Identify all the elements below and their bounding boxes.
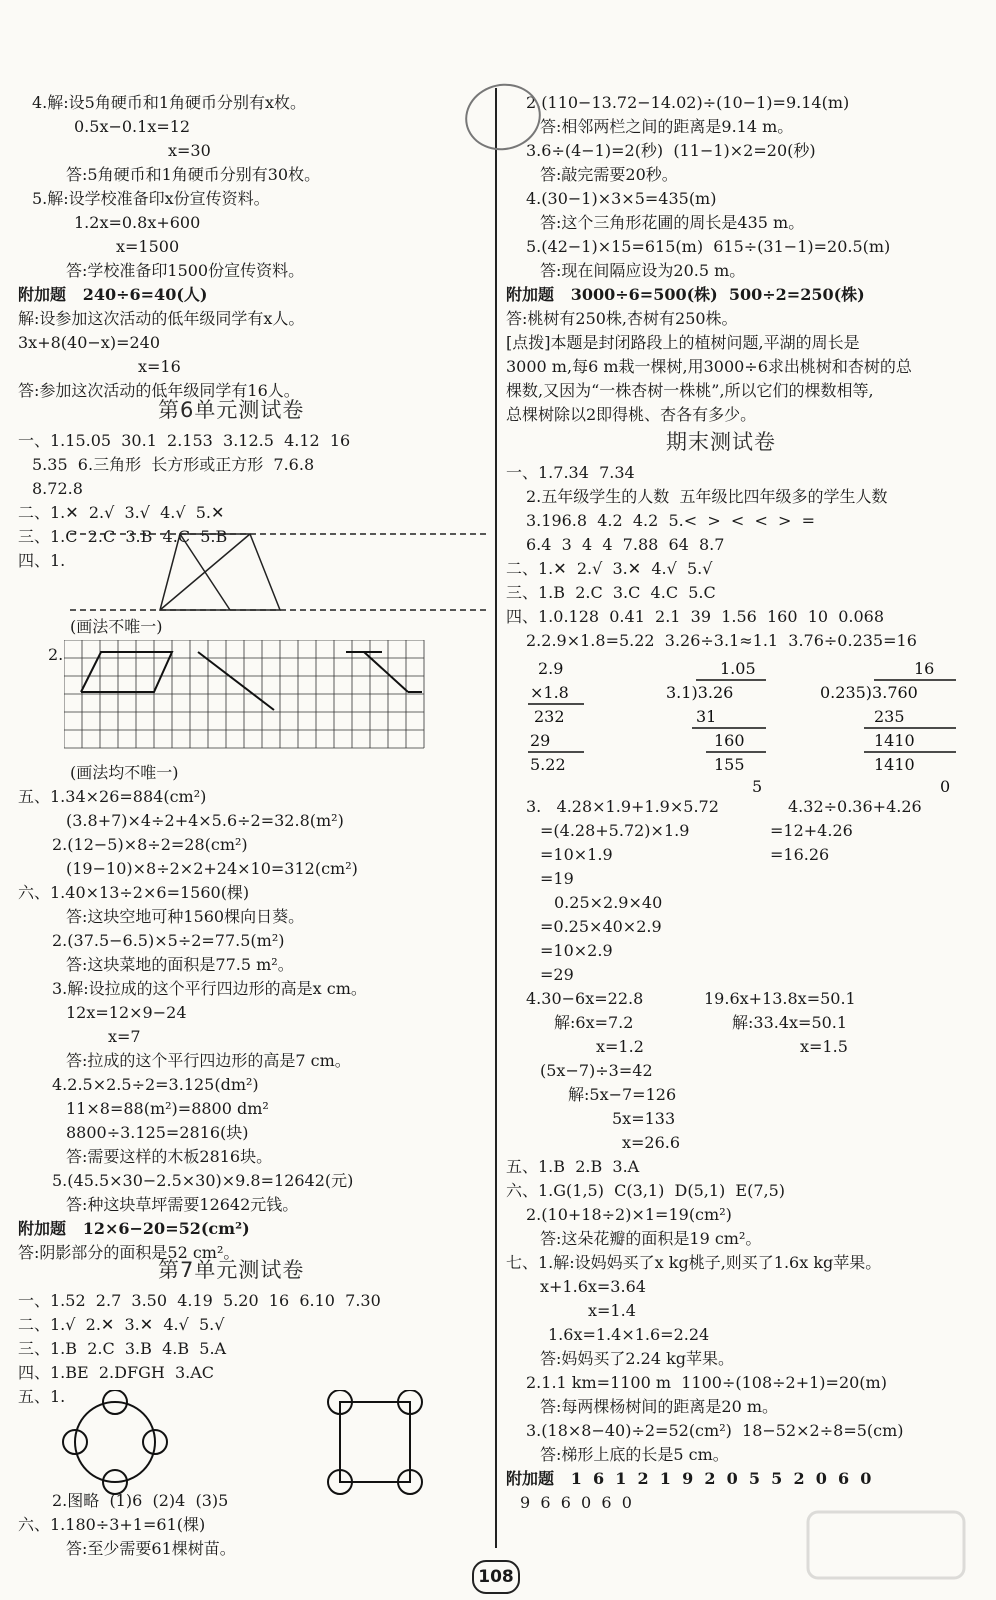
- text-line: 答:梯形上底的长是5 cm。: [540, 1445, 729, 1464]
- text-line: 2.图略 (1)6 (2)4 (3)5: [52, 1491, 229, 1510]
- section-heading: 期末测试卷: [666, 430, 776, 454]
- svg-text:1410: 1410: [874, 755, 915, 774]
- text-line: 答:拉成的这个平行四边形的高是7 cm。: [66, 1051, 351, 1070]
- text-line: 七、1.解:设妈妈买了x kg桃子,则买了1.6x kg苹果。: [506, 1253, 882, 1272]
- text-line: x=1500: [116, 237, 180, 256]
- text-line: 2.1.1 km=1100 m 1100÷(108÷2+1)=20(m): [526, 1373, 887, 1392]
- text-line: 3.6÷(4−1)=2(秒) (11−1)×2=20(秒): [526, 141, 816, 160]
- svg-text:31: 31: [696, 707, 717, 726]
- text-line: 答:阴影部分的面积是52 cm²。: [18, 1243, 240, 1262]
- text-line: x=16: [138, 357, 181, 376]
- text-line: 2.(10+18÷2)×1=19(cm²): [526, 1205, 732, 1224]
- text-line: 3. 4.28×1.9+1.9×5.72: [526, 797, 719, 816]
- text-line: 五、1.B 2.B 3.A: [506, 1157, 640, 1176]
- section-heading: 第6单元测试卷: [158, 398, 305, 422]
- text-line: 附加题 12×6−20=52(cm²): [18, 1219, 250, 1238]
- text-line: (画法不唯一): [70, 617, 163, 636]
- text-line: 四、1.0.128 0.41 2.1 39 1.56 160 10 0.068: [506, 607, 885, 626]
- svg-text:0: 0: [940, 777, 951, 794]
- svg-text:16: 16: [914, 659, 935, 678]
- text-line: 五、1.34×26=884(cm²): [18, 787, 207, 806]
- text-line: 1.2x=0.8x+600: [74, 213, 201, 232]
- text-line: 4.30−6x=22.8: [526, 989, 644, 1008]
- section-heading: 第7单元测试卷: [158, 1258, 305, 1282]
- text-line: 答:桃树有250株,杏树有250株。: [506, 309, 738, 328]
- svg-text:1.05: 1.05: [720, 659, 756, 678]
- text-line: x=1.5: [800, 1037, 848, 1056]
- text-line: 解:33.4x=50.1: [732, 1013, 848, 1032]
- text-line: 答:学校准备印1500份宣传资料。: [66, 261, 305, 280]
- text-line: 2.2.9×1.8=5.22 3.26÷3.1≈1.1 3.76÷0.235=16: [526, 631, 917, 650]
- text-line: 4.2.5×2.5÷2=3.125(dm²): [52, 1075, 259, 1094]
- text-line: 2.(12−5)×8÷2=28(cm²): [52, 835, 248, 854]
- text-line: =12+4.26: [770, 821, 853, 840]
- svg-text:235: 235: [874, 707, 905, 726]
- text-line: (5x−7)÷3=42: [540, 1061, 653, 1080]
- text-line: 5.解:设学校准备印x份宣传资料。: [32, 189, 270, 208]
- text-line: 三、1.C 2.C 3.B 4.C 5.B: [18, 527, 228, 546]
- text-line: 三、1.B 2.C 3.B 4.B 5.A: [18, 1339, 227, 1358]
- text-line: 五、1.: [18, 1387, 66, 1406]
- text-line: (19−10)×8÷2×2+24×10=312(cm²): [66, 859, 358, 878]
- text-line: 解:5x−7=126: [568, 1085, 677, 1104]
- page-number: 108: [472, 1560, 520, 1594]
- text-line: 答:现在间隔应设为20.5 m。: [540, 261, 746, 280]
- text-line: 3.解:设拉成的这个平行四边形的高是x cm。: [52, 979, 367, 998]
- text-line: 3.196.8 4.2 4.2 5.< > < < > =: [526, 511, 816, 530]
- text-line: 8.72.8: [32, 479, 83, 498]
- text-line: [点拨]本题是封闭路段上的植树问题,平湖的周长是: [506, 333, 860, 352]
- text-line: 2.五年级学生的人数 五年级比四年级多的学生人数: [526, 487, 888, 506]
- text-line: 附加题 3000÷6=500(株) 500÷2=250(株): [506, 285, 865, 304]
- text-line: 答:参加这次活动的低年级同学有16人。: [18, 381, 300, 400]
- text-line: 0.25×2.9×40: [554, 893, 663, 912]
- text-line: 二、1.√ 2.✕ 3.✕ 4.√ 5.√: [18, 1315, 225, 1334]
- text-line: 答:这个三角形花圃的周长是435 m。: [540, 213, 805, 232]
- text-line: 附加题 1 6 1 2 1 9 2 0 5 5 2 0 6 0: [506, 1469, 872, 1488]
- vertical-calculations: [520, 654, 960, 794]
- text-line: 3x+8(40−x)=240: [18, 333, 161, 352]
- watermark-logo: [806, 1510, 966, 1580]
- svg-text:160: 160: [714, 731, 745, 750]
- text-line: 答:敲完需要20秒。: [540, 165, 678, 184]
- text-line: 5.(42−1)×15=615(m) 615÷(31−1)=20.5(m): [526, 237, 891, 256]
- text-line: 答:这朵花瓣的面积是19 cm²。: [540, 1229, 762, 1248]
- column-divider: [495, 88, 497, 1548]
- text-line: =10×1.9: [540, 845, 613, 864]
- text-line: 一、1.52 2.7 3.50 4.19 5.20 16 6.10 7.30: [18, 1291, 381, 1310]
- text-line: 总棵树除以2即得桃、杏各有多少。: [506, 405, 757, 424]
- text-line: 8800÷3.125=2816(块): [66, 1123, 249, 1142]
- text-line: 2.(37.5−6.5)×5÷2=77.5(m²): [52, 931, 285, 950]
- text-line: 答:需要这样的木板2816块。: [66, 1147, 273, 1166]
- text-line: 9 6 6 0 6 0: [520, 1493, 632, 1512]
- text-line: 六、1.180÷3+1=61(棵): [18, 1515, 206, 1534]
- text-line: 二、1.✕ 2.√ 3.✕ 4.√ 5.√: [506, 559, 713, 578]
- text-line: 3.(18×8−40)÷2=52(cm²) 18−52×2÷8=5(cm): [526, 1421, 904, 1440]
- text-line: 4.32÷0.36+4.26: [788, 797, 922, 816]
- text-line: 解:6x=7.2: [554, 1013, 634, 1032]
- quadrilateral-drawing: [70, 530, 490, 635]
- text-line: 答:每两棵杨树间的距离是20 m。: [540, 1397, 779, 1416]
- svg-text:232: 232: [534, 707, 565, 726]
- text-line: (3.8+7)×4÷2+4×5.6÷2=32.8(m²): [66, 811, 344, 830]
- text-line: =16.26: [770, 845, 830, 864]
- svg-text:5: 5: [752, 777, 763, 794]
- text-line: 答:至少需要61棵树苗。: [66, 1539, 236, 1558]
- text-line: x=30: [168, 141, 211, 160]
- text-line: x=26.6: [622, 1133, 681, 1152]
- text-line: x+1.6x=3.64: [540, 1277, 646, 1296]
- svg-text:0.235)3.760: 0.235)3.760: [820, 683, 918, 702]
- text-line: 6.4 3 4 4 7.88 64 8.7: [526, 535, 725, 554]
- text-line: =(4.28+5.72)×1.9: [540, 821, 690, 840]
- svg-text:1410: 1410: [874, 731, 915, 750]
- text-line: 5.(45.5×30−2.5×30)×9.8=12642(元): [52, 1171, 354, 1190]
- text-line: 11×8=88(m²)=8800 dm²: [66, 1099, 269, 1118]
- text-line: 六、1.G(1,5) C(3,1) D(5,1) E(7,5): [506, 1181, 786, 1200]
- text-line: 答:这块菜地的面积是77.5 m²。: [66, 955, 294, 974]
- text-line: 棵数,又因为“一株杏树一株桃”,所以它们的棵数相等,: [506, 381, 874, 400]
- text-line: 4.(30−1)×3×5=435(m): [526, 189, 717, 208]
- text-line: 1.6x=1.4×1.6=2.24: [548, 1325, 710, 1344]
- text-line: =29: [540, 965, 574, 984]
- text-line: x=1.4: [588, 1301, 636, 1320]
- text-line: 5x=133: [612, 1109, 676, 1128]
- text-line: 0.5x−0.1x=12: [74, 117, 191, 136]
- text-line: 2.: [48, 645, 64, 664]
- text-line: x=7: [108, 1027, 141, 1046]
- svg-text:155: 155: [714, 755, 745, 774]
- text-line: 一、1.15.05 30.1 2.153 3.12.5 4.12 16: [18, 431, 351, 450]
- text-line: 六、1.40×13÷2×6=1560(棵): [18, 883, 250, 902]
- text-line: =10×2.9: [540, 941, 613, 960]
- svg-text:29: 29: [530, 731, 551, 750]
- text-line: 5.35 6.三角形 长方形或正方形 7.6.8: [32, 455, 315, 474]
- text-line: 四、1.BE 2.DFGH 3.AC: [18, 1363, 215, 1382]
- svg-text:×1.8: ×1.8: [530, 683, 569, 702]
- div1-row: 2.9: [538, 659, 564, 678]
- text-line: 答:这块空地可种1560棵向日葵。: [66, 907, 305, 926]
- svg-text:3.1)3.26: 3.1)3.26: [666, 683, 734, 702]
- text-line: 答:种这块草坪需要12642元钱。: [66, 1195, 299, 1214]
- grid-drawing: [64, 640, 436, 764]
- text-line: 12x=12×9−24: [66, 1003, 187, 1022]
- text-line: =19: [540, 869, 574, 888]
- text-line: 4.解:设5角硬币和1角硬币分别有x枚。: [32, 93, 307, 112]
- text-line: 三、1.B 2.C 3.C 4.C 5.C: [506, 583, 716, 602]
- text-line: =0.25×40×2.9: [540, 917, 662, 936]
- text-line: 答:5角硬币和1角硬币分别有30枚。: [66, 165, 321, 184]
- text-line: 答:妈妈买了2.24 kg苹果。: [540, 1349, 735, 1368]
- text-line: 解:设参加这次活动的低年级同学有x人。: [18, 309, 305, 328]
- text-line: (画法均不唯一): [70, 763, 179, 782]
- text-line: 一、1.7.34 7.34: [506, 463, 635, 482]
- text-line: 二、1.✕ 2.√ 3.√ 4.√ 5.✕: [18, 503, 225, 522]
- circles-drawing: [60, 1390, 440, 1500]
- text-line: 四、1.: [18, 551, 66, 570]
- text-line: 答:相邻两栏之间的距离是9.14 m。: [540, 117, 794, 136]
- text-line: x=1.2: [596, 1037, 644, 1056]
- text-line: 3000 m,每6 m栽一棵树,用3000÷6求出桃树和杏树的总: [506, 357, 912, 376]
- text-line: 附加题 240÷6=40(人): [18, 285, 208, 304]
- svg-text:5.22: 5.22: [530, 755, 566, 774]
- text-line: 2.(110−13.72−14.02)÷(10−1)=9.14(m): [526, 93, 850, 112]
- text-line: 19.6x+13.8x=50.1: [704, 989, 856, 1008]
